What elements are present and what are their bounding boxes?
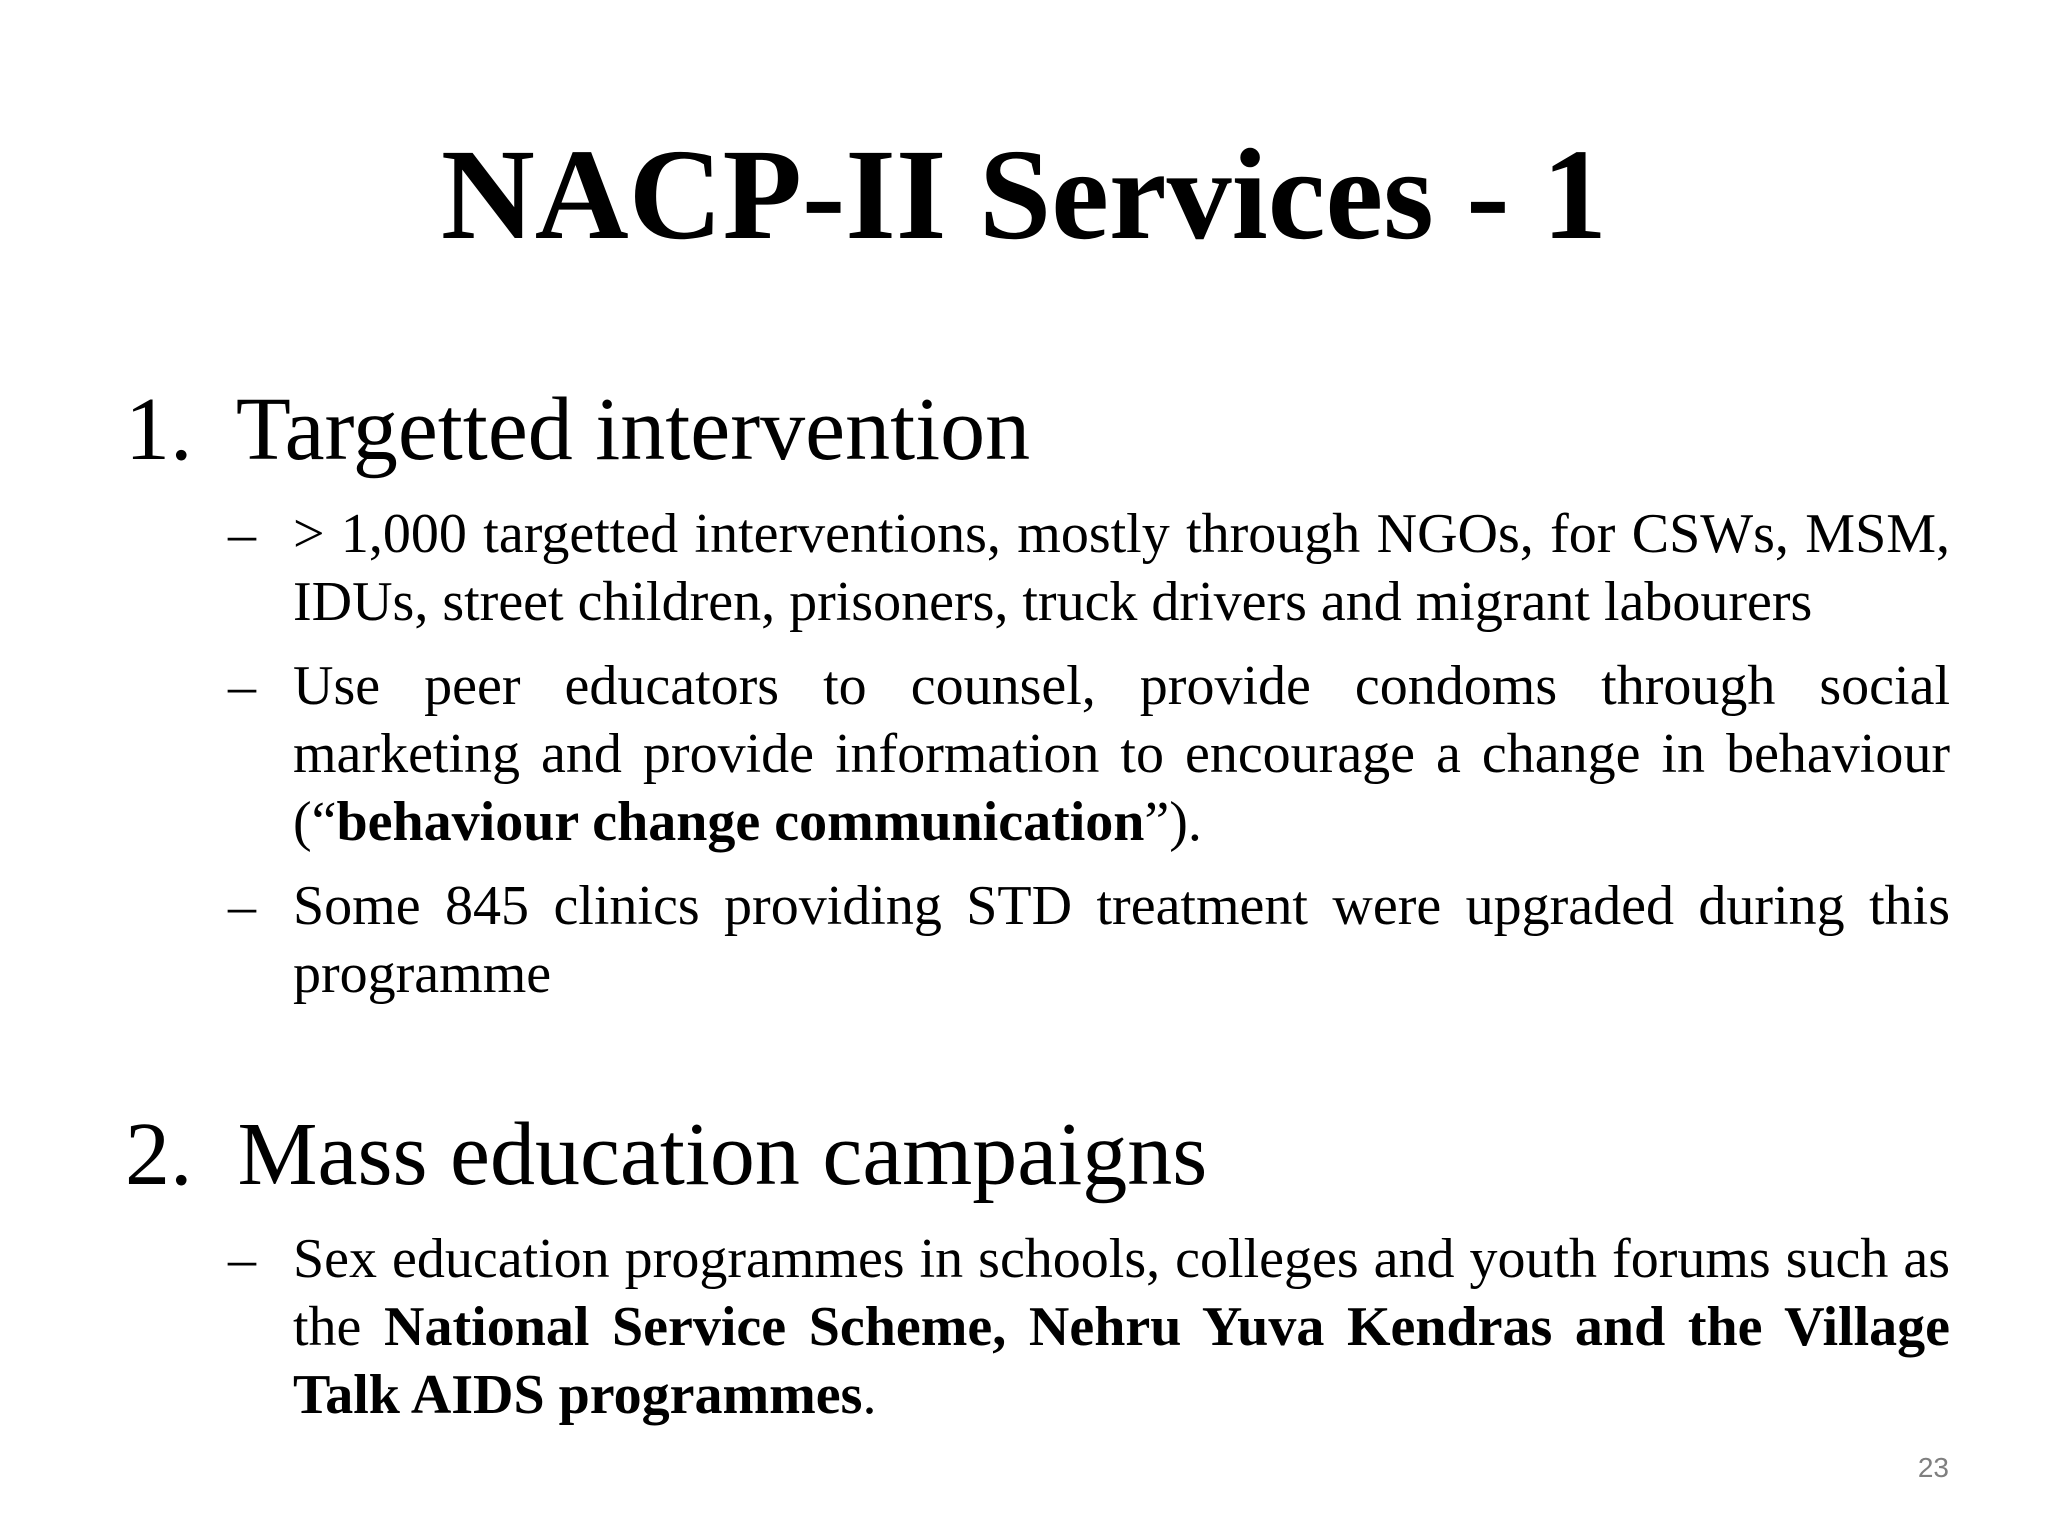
bullet-item (228, 652, 1950, 856)
section-number: 1. (125, 380, 215, 479)
bullet-text: Sex education programmes in schools, colleges and youth forums such as the (293, 1228, 1950, 1358)
section-heading-text: Mass education campaigns (237, 1105, 1208, 1204)
bullet-text: . (862, 1364, 877, 1426)
dash-marker: – (228, 875, 256, 937)
bullet-text: > 1,000 targetted interventions, mostly through NGOs, for CSWs, MSM, IDUs, street children, prisoners, truck drivers and migrant labourers (293, 503, 1950, 633)
section-number: 2. (125, 1105, 215, 1204)
bullet-bold-text: behaviour change communication (336, 791, 1145, 853)
bullet-item (228, 872, 1950, 1008)
bullet-bold-text: National Service Scheme, Nehru Yuva Kendras and the Village Talk AIDS programmes (293, 1296, 1950, 1426)
section-1-bullet-list (228, 500, 1950, 1024)
bullet-text: Some 845 clinics providing STD treatment were upgraded during this programme (293, 875, 1950, 1005)
bullet-item (228, 500, 1950, 636)
section-heading-targetted-intervention (125, 380, 1030, 480)
page-number: 23 (1917, 1452, 1949, 1483)
bullet-text: ”). (1144, 791, 1202, 853)
bullet-text: Use peer educators to counsel, provide condoms through social marketing and provide information to encourage a change in behaviour (“ (293, 655, 1950, 853)
section-2-bullet-list (228, 1225, 1950, 1445)
dash-marker: – (228, 655, 256, 717)
dash-marker: – (228, 1228, 256, 1290)
dash-marker: – (228, 503, 256, 565)
slide-title: NACP-II Services - 1 (440, 123, 1608, 267)
bullet-item (228, 1225, 1950, 1429)
section-heading-mass-education-campaigns (125, 1105, 1207, 1205)
section-heading-text: Targetted intervention (235, 380, 1031, 479)
